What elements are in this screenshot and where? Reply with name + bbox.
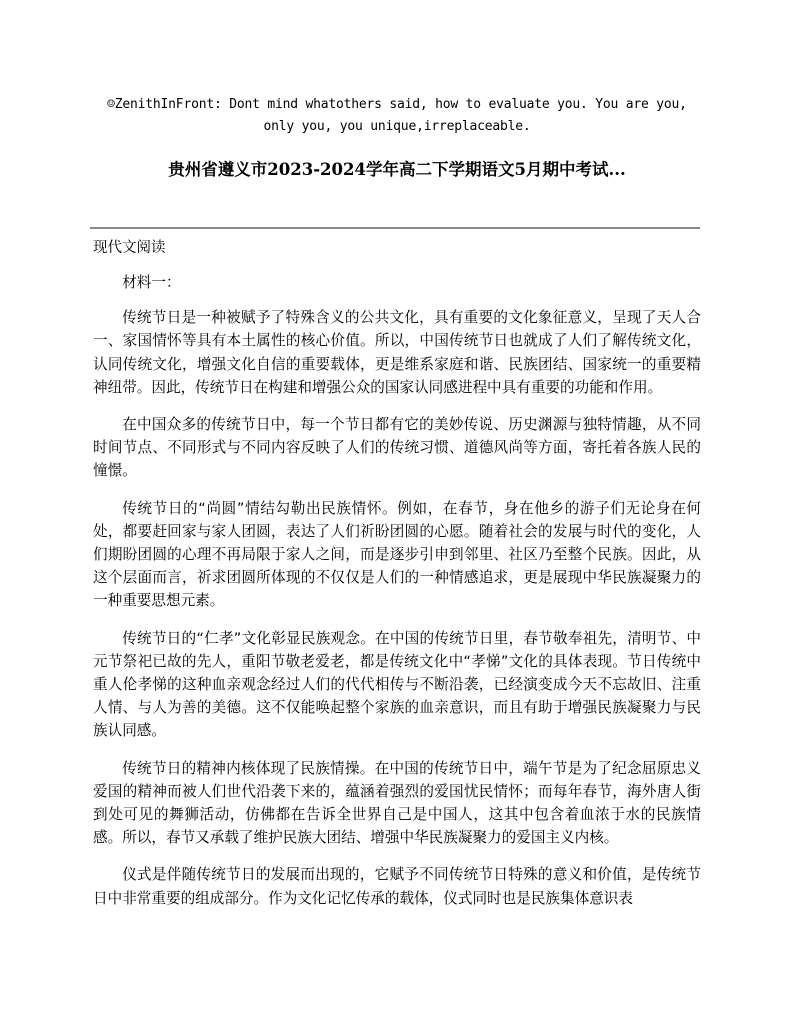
paragraph-5: 传统节日的精神内核体现了民族情操。在中国的传统节日中，端午节是为了纪念屈原忠义爱国的精神而被人们世代沿袭下来的，蕴涵着强烈的爱国忧民情怀；而每年春节，海外唐人街到处可见的舞狮活动，仿佛都在告诉全世界自己是中国人，这其中包含着血浓于水的民族情感。所以，春节又承载了维护民族大团结、增强中华民族凝聚力的爱国主义内核。 bbox=[93, 759, 701, 847]
paragraph-3: 传统节日的“尚圆”情结勾勒出民族情怀。例如，在春节，身在他乡的游子们无论身在何处，都要赶回家与家人团圆，表达了人们祈盼团圆的心愿。随着社会的发展与时代的变化，人们期盼团圆的心理不再局限于家人之间，而是逐步引申到邻里、社区乃至整个民族。因此，从这个层面而言，祈求团圆所体现的不仅仅是人们的一种情感追求，更是展现中华民族凝聚力的一种重要思想元素。 bbox=[93, 499, 701, 610]
page-title: 贵州省遵义市2023-2024学年高二下学期语文5月期中考试... bbox=[168, 160, 626, 179]
paragraph-2: 在中国众多的传统节日中，每一个节日都有它的美妙传说、历史渊源与独特情趣，从不同时间节点、不同形式与不同内容反映了人们的传统习惯、道德风尚等方面，寄托着各族人民的憧憬。 bbox=[93, 416, 701, 480]
article-body bbox=[93, 271, 701, 924]
section-heading: 现代文阅读 bbox=[93, 240, 166, 256]
motto-line-2: only you, you unique,irreplaceable. bbox=[263, 119, 531, 134]
motto-header bbox=[80, 94, 714, 138]
paragraph-4: 传统节日的“仁孝”文化彰显民族观念。在中国的传统节日里，春节敬奉祖先，清明节、中元节祭祀已故的先人，重阳节敬老爱老，都是传统文化中“孝悌”文化的具体表现。节日传统中重人伦孝悌的这种血亲观念经过人们的代代相传与不断沿袭，已经演变成今天不忘故旧、注重人情、与人为善的美德。这不仅能唤起整个家族的血亲意识，而且有助于增强民族凝聚力与民族认同感。 bbox=[93, 629, 701, 740]
title-divider bbox=[90, 227, 700, 229]
material-label: 材料一： bbox=[122, 274, 181, 291]
paragraph-1: 传统节日是一种被赋予了特殊含义的公共文化，具有重要的文化象征意义，呈现了天人合一、家国情怀等具有本土属性的核心价值。所以，中国传统节日也就成了人们了解传统文化，认同传统文化，增强文化自信的重要载体，更是维系家庭和谐、民族团结、国家统一的重要精神纽带。因此，传统节日在构建和增强公众的国家认同感进程中具有重要的功能和作用。 bbox=[93, 309, 701, 396]
motto-line-1: ☺ZenithInFront: Dont mind whatothers said, how to evaluate you. You are you, bbox=[107, 97, 687, 112]
paragraph-6: 仪式是伴随传统节日的发展而出现的，它赋予不同传统节日特殊的意义和价值，是传统节日中非常重要的组成部分。作为文化记忆传承的载体，仪式同时也是民族集体意识表 bbox=[93, 866, 701, 907]
